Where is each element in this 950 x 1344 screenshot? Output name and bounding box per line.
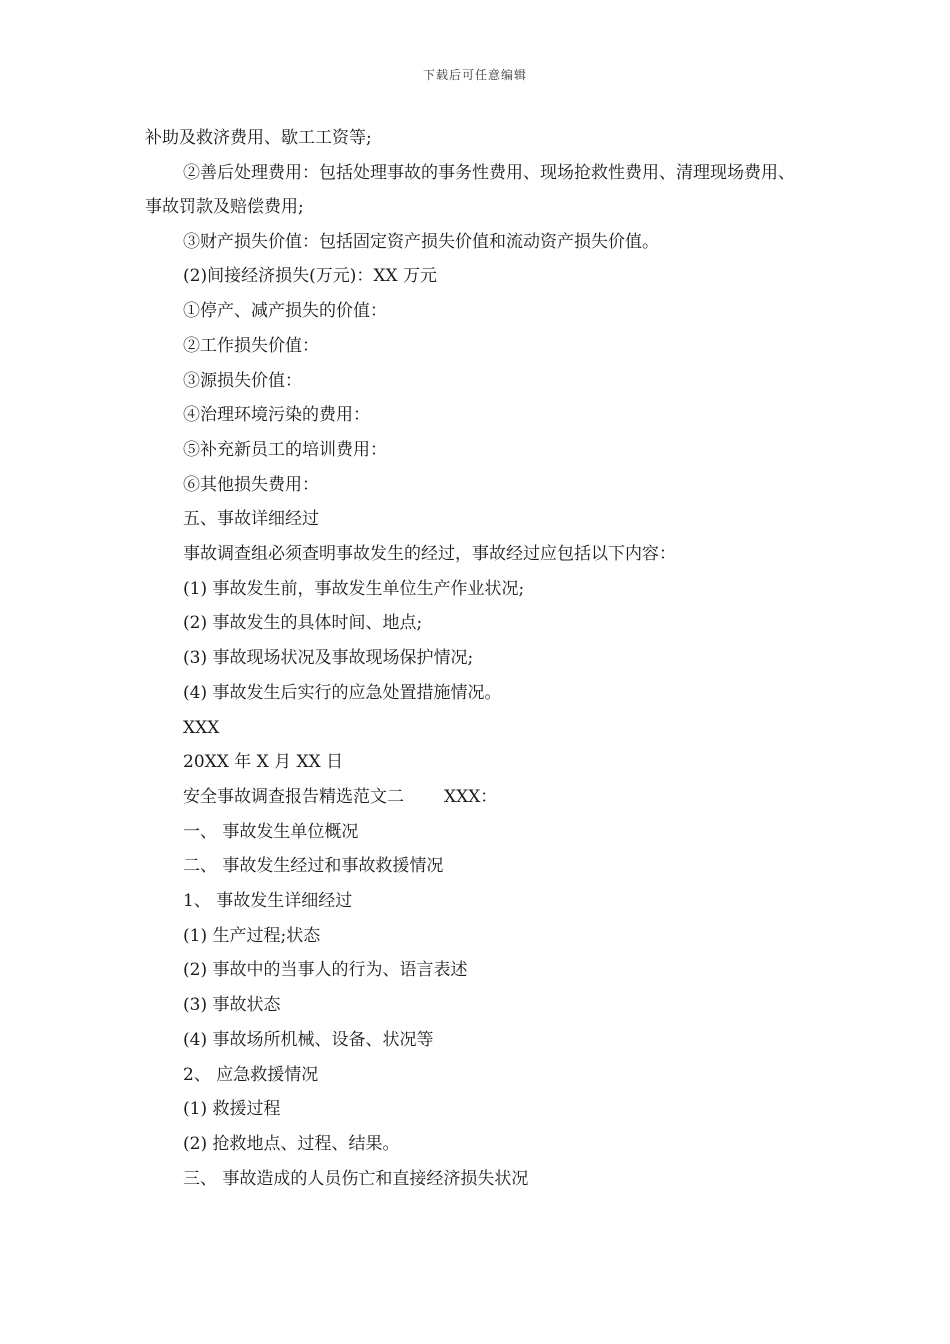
- paragraph-line: ③财产损失价值：包括固定资产损失价值和流动资产损失价值。: [183, 231, 659, 252]
- section-heading: 五、事故详细经过: [183, 509, 319, 530]
- paragraph-line: ①停产、减产损失的价值：: [183, 301, 387, 322]
- document-body: [145, 121, 810, 1196]
- subsection-heading: 2、 应急救援情况: [183, 1064, 319, 1085]
- signature-date: 20XX 年 X 月 XX 日: [183, 752, 344, 773]
- list-item: (4) 事故发生后实行的应急处置措施情况。: [183, 682, 502, 703]
- paragraph-line: 补助及救济费用、歇工工资等;: [145, 128, 372, 148]
- list-item: (1) 事故发生前，事故发生单位生产作业状况;: [183, 578, 525, 599]
- page-header: 下载后可任意编辑: [422, 68, 527, 82]
- paragraph-aftermath-costs: ②善后处理费用：包括处理事故的事务性费用、现场抢救性费用、清理现场费用、事故罚款及赔偿费用;: [145, 162, 795, 218]
- subsection-heading: 1、 事故发生详细经过: [183, 891, 353, 912]
- paragraph-line: 事故调查组必须查明事故发生的经过，事故经过应包括以下内容：: [183, 544, 676, 565]
- paragraph-line: ④治理环境污染的费用：: [183, 405, 370, 426]
- list-item: (3) 事故现场状况及事故现场保护情况;: [183, 648, 474, 669]
- paragraph-line: ②工作损失价值：: [183, 335, 319, 356]
- list-item: (2) 事故发生的具体时间、地点;: [183, 613, 423, 634]
- paragraph-line: (2)间接经济损失(万元)：XX 万元: [183, 266, 437, 287]
- section-heading: 三、 事故造成的人员伤亡和直接经济损失状况: [183, 1168, 529, 1189]
- paragraph-line: ⑥其他损失费用：: [183, 474, 319, 495]
- list-item: (1) 生产过程;状态: [183, 925, 321, 946]
- list-item: (1) 救援过程: [183, 1099, 281, 1120]
- paragraph-line: ⑤补充新员工的培训费用：: [183, 439, 387, 460]
- addressee: XXX：: [444, 786, 498, 807]
- document-title-line: [145, 780, 810, 815]
- sample-title: 安全事故调查报告精选范文二: [183, 786, 404, 807]
- list-item: (2) 抢救地点、过程、结果。: [183, 1133, 400, 1154]
- list-item: (4) 事故场所机械、设备、状况等: [183, 1029, 434, 1050]
- list-item: (2) 事故中的当事人的行为、语言表述: [183, 960, 468, 981]
- list-item: (3) 事故状态: [183, 995, 281, 1016]
- paragraph-line: ③源损失价值：: [183, 370, 302, 391]
- section-heading: 二、 事故发生经过和事故救援情况: [183, 856, 444, 877]
- section-heading: 一、 事故发生单位概况: [183, 821, 359, 842]
- signature-name: XXX: [183, 717, 220, 738]
